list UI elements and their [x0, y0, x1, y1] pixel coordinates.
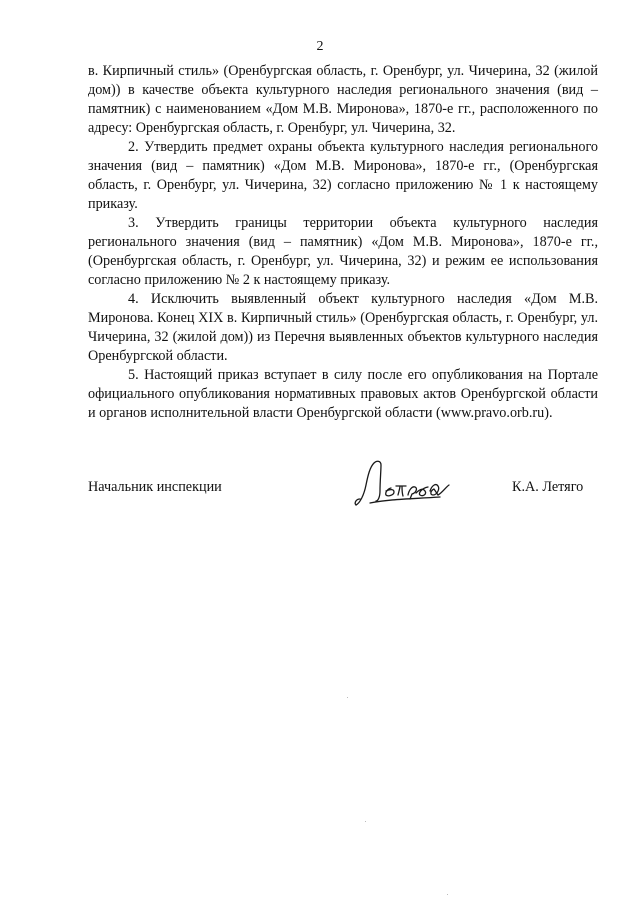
- scan-speck: [347, 697, 348, 698]
- page-number: 2: [316, 39, 324, 54]
- signatory-title: Начальник инспекции: [88, 479, 222, 495]
- paragraph-item-4: 4. Исключить выявленный объект культурного наследия «Дом М.В. Миронова. Конец XIX в. Кирпичный стиль» (Оренбургская область, г. Оренбург, ул. Чичерина, 32 (жилой дом)) из Перечня выявленных объектов культурного наследия Оренбургской области.: [88, 291, 598, 364]
- scan-speck: [447, 894, 448, 895]
- paragraph-item-5: 5. Настоящий приказ вступает в силу после его опубликования на Портале официального опубликования нормативных правовых актов Оренбургской области и органов исполнительной власти Оренбургской области (www.pravo.orb.ru).: [88, 367, 598, 421]
- paragraph-item-2: 2. Утвердить предмет охраны объекта культурного наследия регионального значения (вид – памятник) «Дом М.В. Миронова», 1870-е гг., (Оренбургская область, г. Оренбург, ул. Чичерина, 32) согласно приложению № 1 к настоящему приказу.: [88, 139, 598, 212]
- signatory-name: К.А. Летяго: [512, 479, 584, 495]
- body-text: [88, 62, 598, 423]
- handwritten-signature: [350, 455, 470, 515]
- paragraph-continuation: в. Кирпичный стиль» (Оренбургская область, г. Оренбург, ул. Чичерина, 32 (жилой дом)) в качестве объекта культурного наследия регионального значения (вид – памятник) с наименованием «Дом М.В. Миронова», 1870-е гг., расположенного по адресу: Оренбургская область, г. Оренбург, ул. Чичерина, 32.: [88, 63, 598, 136]
- scan-speck: [365, 821, 366, 822]
- paragraph-item-3: 3. Утвердить границы территории объекта культурного наследия регионального значения (вид – памятник) «Дом М.В. Миронова», 1870-е гг., (Оренбургская область, г. Оренбург, ул. Чичерина, 32) и режим ее использования согласно приложению № 2 к настоящему приказу.: [88, 215, 598, 288]
